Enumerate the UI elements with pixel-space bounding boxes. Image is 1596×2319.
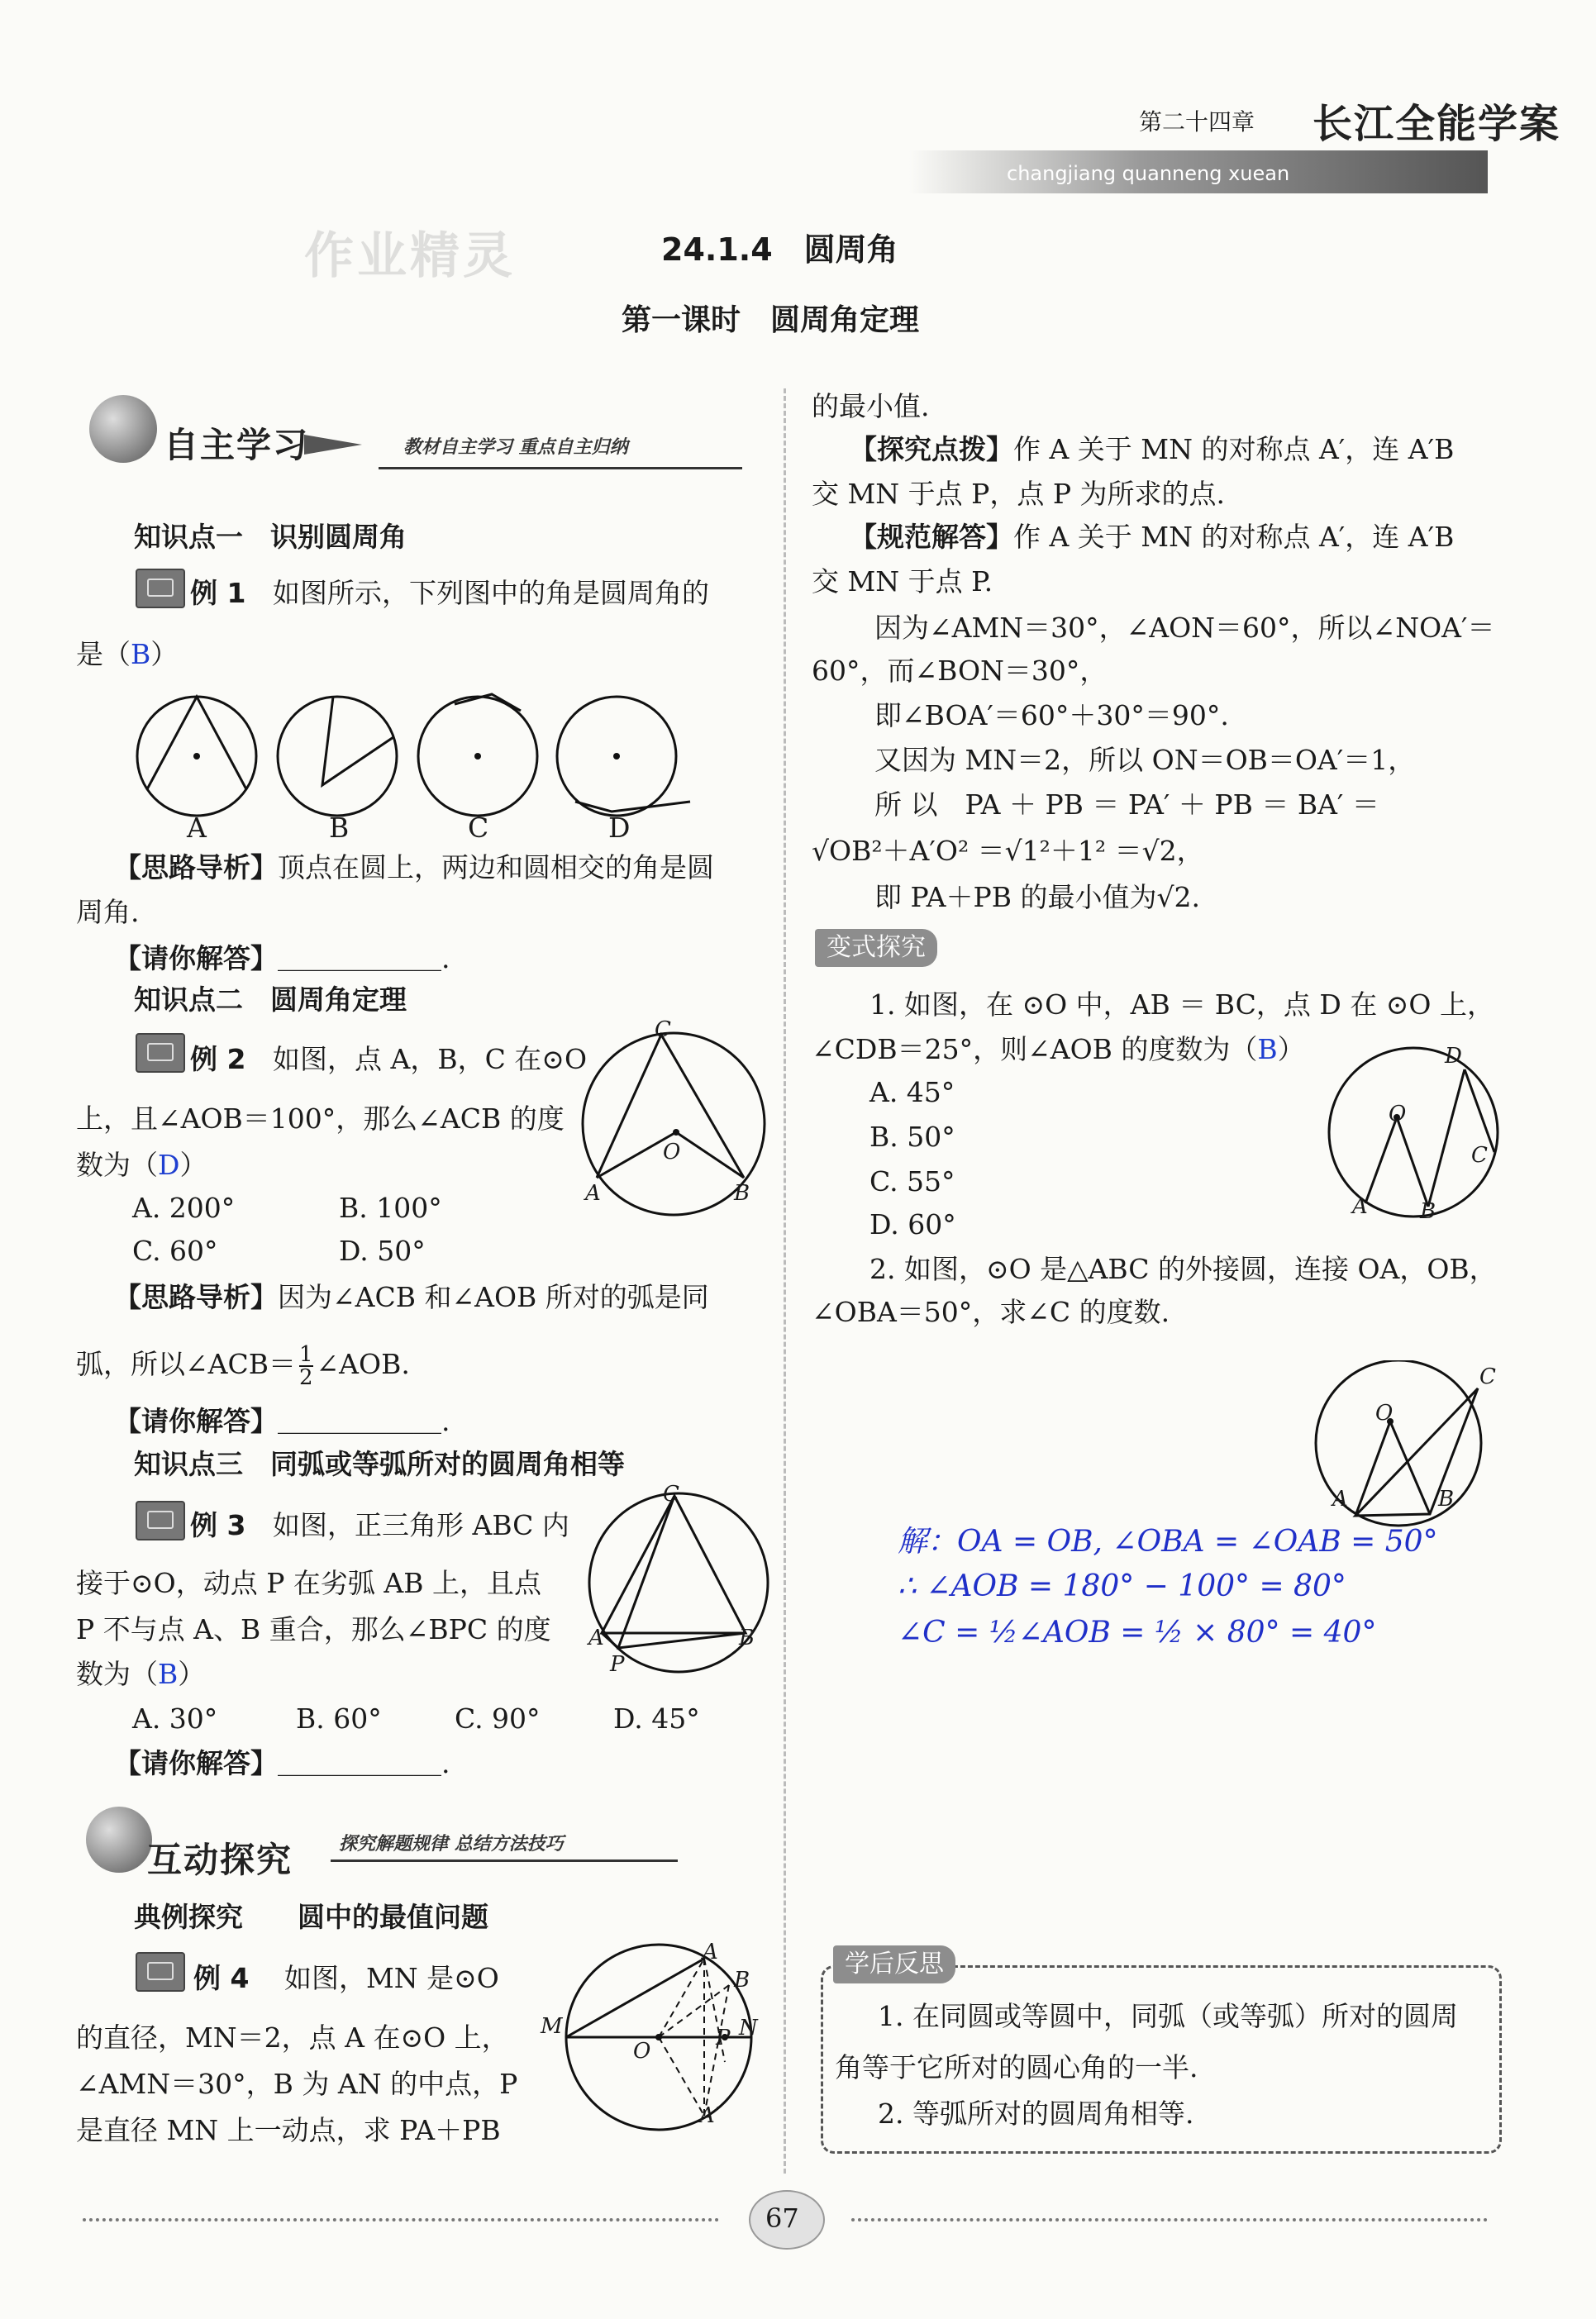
- v1-line2: ∠CDB＝25°，则∠AOB 的度数为（B）: [812, 1033, 1305, 1065]
- kp3-heading: 知识点三 同弧或等弧所对的圆周角相等: [134, 1448, 625, 1480]
- ex4-question-line2: 的直径，MN＝2，点 A 在⊙O 上，: [76, 2021, 509, 2054]
- ex4-fig-m: M: [541, 2014, 563, 2039]
- kp2-hint-line1: 【思路导析】因为∠ACB 和∠AOB 所对的弧是同: [114, 1281, 709, 1313]
- kp1-heading: 知识点一 识别圆周角: [134, 521, 407, 553]
- ex4-fig-n: N: [739, 2016, 758, 2040]
- v2-fig-c: C: [1479, 1364, 1496, 1389]
- banner-underline: [331, 1859, 678, 1862]
- ex2-fig-b: B: [734, 1181, 750, 1206]
- kp1-hint-line1: 【思路导析】顶点在圆上，两边和圆相交的角是圆: [114, 851, 714, 883]
- v1-option-c: C. 55°: [869, 1165, 955, 1198]
- ex2-question-line3: 数为（D）: [76, 1149, 207, 1181]
- footer-dotted-right: [851, 2218, 1488, 2221]
- ex3-question-line2: 接于⊙O，动点 P 在劣弧 AB 上，且点: [76, 1567, 541, 1599]
- r-step9: 即 PA＋PB 的最小值为√2.: [874, 881, 1200, 913]
- ex2-option-b: B. 100°: [339, 1192, 442, 1224]
- ex4-fig-b: B: [734, 1968, 750, 1993]
- watermark-text: 作业精灵: [304, 227, 516, 285]
- example-board-icon: [136, 1501, 185, 1540]
- ex2-fig-o: O: [663, 1140, 681, 1164]
- ex3-fig-c: C: [663, 1482, 679, 1507]
- kp2-heading: 知识点二 圆周角定理: [134, 983, 407, 1016]
- reflect-line1: 1. 在同圆或等圆中，同弧（或等弧）所对的圆周: [878, 2000, 1458, 2032]
- ex3-fig-a: A: [588, 1626, 604, 1650]
- page-number: 67: [765, 2202, 799, 2234]
- r-step3: 因为∠AMN＝30°，∠AON＝60°，所以∠NOA′＝: [874, 612, 1495, 644]
- ex1-fig-label-b: B: [329, 812, 350, 844]
- ex2-option-d: D. 50°: [339, 1235, 426, 1267]
- ex2-fig-a: A: [585, 1181, 601, 1206]
- r-step4: 60°，而∠BON＝30°，: [812, 655, 1108, 687]
- v1-option-b: B. 50°: [869, 1121, 955, 1153]
- ex2-fig-c: C: [655, 1017, 671, 1042]
- v1-figure: [1322, 1041, 1504, 1223]
- ex4-fig-o: O: [633, 2039, 651, 2064]
- ex1-label: 例 1: [190, 577, 246, 609]
- banner-underline: [379, 467, 742, 469]
- ex4-fig-p: P: [716, 2026, 731, 2050]
- v2-fig-o: O: [1375, 1401, 1394, 1426]
- reflect-line3: 2. 等弧所对的圆周角相等.: [878, 2098, 1194, 2130]
- kp1-solve: 【请你解答】＿＿＿＿＿＿.: [114, 942, 450, 974]
- section-title: 24.1.4 圆周角: [661, 231, 898, 268]
- ex2-option-a: A. 200°: [132, 1192, 236, 1224]
- banner-self-study: 自主学习: [164, 425, 310, 465]
- v2-fig-b: B: [1438, 1487, 1455, 1512]
- ex2-label: 例 2: [190, 1043, 246, 1075]
- ex3-fig-b: B: [739, 1626, 755, 1650]
- banner-interactive-sub: 探究解题规律 总结方法技巧: [339, 1834, 564, 1855]
- ex2-option-c: C. 60°: [132, 1235, 218, 1267]
- example-board-icon: [136, 569, 185, 608]
- ex1-fig-label-c: C: [468, 812, 489, 844]
- ex4-question-line4: 是直径 MN 上一动点，求 PA＋PB: [76, 2114, 501, 2146]
- v2-line1: 2. 如图，⊙O 是△ABC 的外接圆，连接 OA，OB，: [869, 1253, 1497, 1285]
- r-std-line2: 交 MN 于点 P.: [812, 565, 993, 598]
- example-board-icon: [136, 1952, 185, 1992]
- footer-dotted-left: [83, 2218, 719, 2221]
- ex2-question-line2: 上，且∠AOB＝100°，那么∠ACB 的度: [76, 1102, 565, 1135]
- arrow-icon: [304, 435, 362, 455]
- ex3-option-c: C. 90°: [455, 1702, 541, 1735]
- banner-self-study-sub: 教材自主学习 重点自主归纳: [403, 437, 628, 458]
- column-divider: [784, 388, 786, 2174]
- v1-fig-o: O: [1389, 1102, 1407, 1126]
- v1-fig-d: D: [1445, 1044, 1462, 1069]
- v2-fig-a: A: [1332, 1487, 1348, 1512]
- kp1-hint-line2: 周角.: [76, 896, 140, 928]
- banner-interactive: 互动探究: [147, 1840, 293, 1880]
- ex3-question-line4: 数为（B）: [76, 1658, 206, 1690]
- globe-icon: [89, 395, 157, 463]
- example-board-icon: [136, 1033, 185, 1073]
- ex3-option-b: B. 60°: [296, 1702, 382, 1735]
- handwritten-solution-line2: ∴ ∠AOB = 180° − 100° = 80°: [898, 1569, 1346, 1603]
- variant-tag: 变式探究: [815, 929, 937, 967]
- v1-fig-b: B: [1420, 1199, 1436, 1224]
- r-explore-line2: 交 MN 于点 P，点 P 为所求的点.: [812, 478, 1226, 510]
- ex4-question-line3: ∠AMN＝30°，B 为 AN 的中点，P: [76, 2068, 518, 2100]
- ex4-fig-a-prime: A′: [699, 2103, 720, 2128]
- ex3-question-line3: P 不与点 A、B 重合，那么∠BPC 的度: [76, 1613, 551, 1645]
- v2-line2: ∠OBA＝50°，求∠C 的度数.: [812, 1296, 1170, 1328]
- kp2-solve: 【请你解答】＿＿＿＿＿＿.: [114, 1405, 450, 1437]
- v1-fig-c: C: [1471, 1143, 1488, 1168]
- globe-icon: [86, 1807, 152, 1873]
- kp2-hint-line2: 弧，所以∠ACB＝ $\frac{1}{2}$ ∠AOB.: [76, 1342, 410, 1390]
- ex1-answer: B: [131, 638, 151, 670]
- brand-logo-text: 长江全能学案: [1313, 101, 1561, 147]
- ex3-question-line1: 如图，正三角形 ABC 内: [273, 1509, 569, 1541]
- reflect-tag: 学后反思: [833, 1945, 955, 1983]
- ex3-option-d: D. 45°: [613, 1702, 700, 1735]
- ex1-question-line1: 如图所示，下列图中的角是圆周角的: [273, 577, 709, 609]
- v1-option-a: A. 45°: [869, 1076, 955, 1108]
- chapter-label: 第二十四章: [1139, 108, 1255, 136]
- ex3-option-a: A. 30°: [132, 1702, 218, 1735]
- r-step6: 又因为 MN＝2，所以 ON＝OB＝OA′＝1，: [874, 744, 1416, 776]
- r-step8: √OB²＋A′O² ＝√1²＋1² ＝√2，: [812, 835, 1204, 867]
- r-step7: 所 以 PA ＋ PB ＝ PA′ ＋ PB ＝ BA′ ＝: [874, 788, 1379, 821]
- r-explore-line1: 【探究点拨】作 A 关于 MN 的对称点 A′，连 A′B: [850, 433, 1455, 465]
- ex4-question-line1: 如图，MN 是⊙O: [284, 1962, 499, 1994]
- typical-heading: 典例探究 圆中的最值问题: [134, 1901, 488, 1933]
- brand-pinyin: changjiang quanneng xuean: [1007, 162, 1290, 185]
- handwritten-solution-line1: 解：OA = OB, ∠OBA = ∠OAB = 50°: [898, 1525, 1438, 1559]
- lesson-title: 第一课时 圆周角定理: [622, 303, 920, 337]
- ex4-label: 例 4: [193, 1962, 250, 1994]
- ex1-question-line2: 是（B）: [76, 638, 179, 670]
- v1-line1: 1. 如图，在 ⊙O 中，AB ＝ BC，点 D 在 ⊙O 上，: [869, 988, 1494, 1021]
- v1-fig-a: A: [1352, 1194, 1368, 1219]
- ex1-fig-label-a: A: [187, 812, 207, 844]
- ex3-fig-p: P: [610, 1652, 625, 1677]
- r-continued: 的最小值.: [812, 390, 930, 422]
- kp3-solve: 【请你解答】＿＿＿＿＿＿.: [114, 1747, 450, 1779]
- v1-option-d: D. 60°: [869, 1208, 956, 1240]
- ex1-fig-label-d: D: [608, 812, 631, 844]
- reflect-line2: 角等于它所对的圆心角的一半.: [835, 2051, 1198, 2083]
- ex2-question-line1: 如图，点 A，B，C 在⊙O: [273, 1043, 588, 1075]
- ex4-fig-a: A: [703, 1940, 718, 1964]
- r-step5: 即∠BOA′＝60°＋30°＝90°.: [874, 699, 1229, 731]
- ex3-label: 例 3: [190, 1509, 246, 1541]
- handwritten-solution-line3: ∠C = ½∠AOB = ½ × 80° = 40°: [898, 1616, 1377, 1650]
- r-std-line1: 【规范解答】作 A 关于 MN 的对称点 A′，连 A′B: [850, 521, 1455, 553]
